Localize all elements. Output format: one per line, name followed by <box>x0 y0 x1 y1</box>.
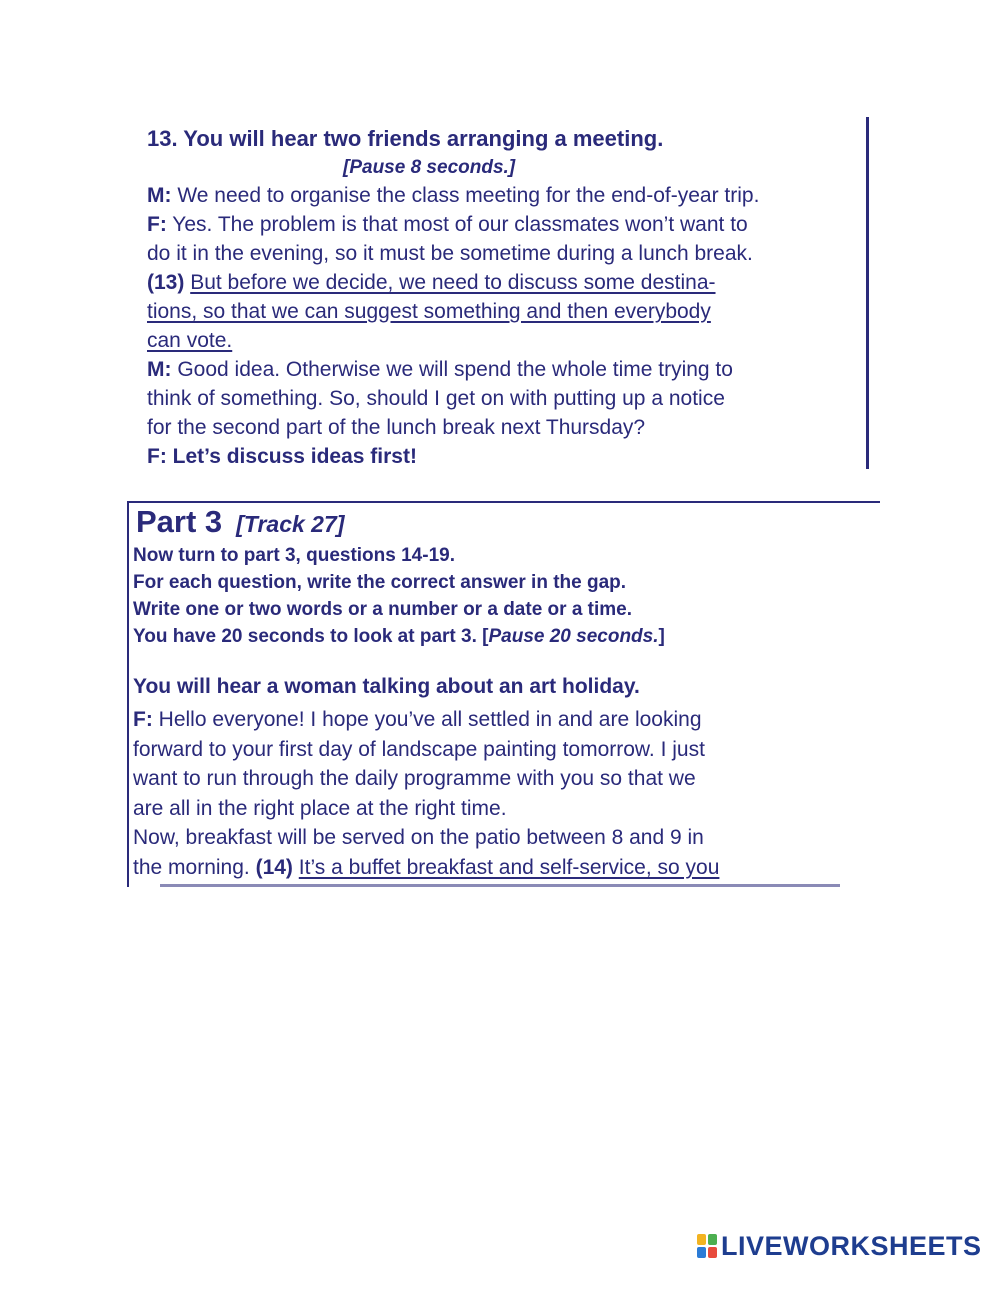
answer-13-line: tions, so that we can suggest something and then everybody <box>147 300 711 323</box>
monologue-line: want to run through the daily programme with you so that we <box>133 767 696 790</box>
dialogue-line: F: Yes. The problem is that most of our classmates won’t want to <box>147 213 748 236</box>
box-left-border <box>127 501 129 887</box>
liveworksheets-logo <box>697 1230 982 1262</box>
part-3-title: Part 3 [Track 27] <box>136 504 345 539</box>
answer-13-line: (13) But before we decide, we need to discuss some destina- <box>147 271 716 294</box>
instruction-line: For each question, write the correct answer in the gap. <box>133 572 627 593</box>
monologue-line: forward to your first day of landscape painting tomorrow. I just <box>133 738 705 761</box>
logo-text: LIVEWORKSHEETS <box>721 1230 982 1261</box>
dialogue-line: M: We need to organise the class meeting for the end-of-year trip. <box>147 184 760 207</box>
answer-13-line: can vote. <box>147 329 233 352</box>
monologue-line: Now, breakfast will be served on the patio between 8 and 9 in <box>133 826 704 849</box>
dialogue-line: think of something. So, should I get on with putting up a notice <box>147 387 725 410</box>
instruction-line: Now turn to part 3, questions 14-19. <box>133 545 455 566</box>
monologue-line: F: Hello everyone! I hope you’ve all settled in and are looking <box>133 708 702 731</box>
dialogue-line: do it in the evening, so it must be sometime during a lunch break. <box>147 242 753 265</box>
section-heading: You will hear a woman talking about an art holiday. <box>133 675 640 698</box>
instruction-line: Write one or two words or a number or a date or a time. <box>133 599 633 620</box>
monologue-line: are all in the right place at the right time. <box>133 797 507 820</box>
question-13-heading: 13. You will hear two friends arranging a meeting. <box>147 126 664 151</box>
logo-blocks-icon <box>697 1234 717 1258</box>
pause-note: [Pause 8 seconds.] <box>343 157 516 178</box>
dialogue-line: M: Good idea. Otherwise we will spend the whole time trying to <box>147 358 733 381</box>
box-top-border <box>127 501 880 503</box>
answer-14-line: the morning. (14) It’s a buffet breakfast and self-service, so you <box>133 856 720 879</box>
dialogue-line: for the second part of the lunch break next Thursday? <box>147 416 646 439</box>
cropped-text-fragment <box>160 884 840 887</box>
dialogue-line: F: Let’s discuss ideas first! <box>147 445 417 468</box>
instruction-line: You have 20 seconds to look at part 3. [Pause 20 seconds.] <box>133 626 665 647</box>
